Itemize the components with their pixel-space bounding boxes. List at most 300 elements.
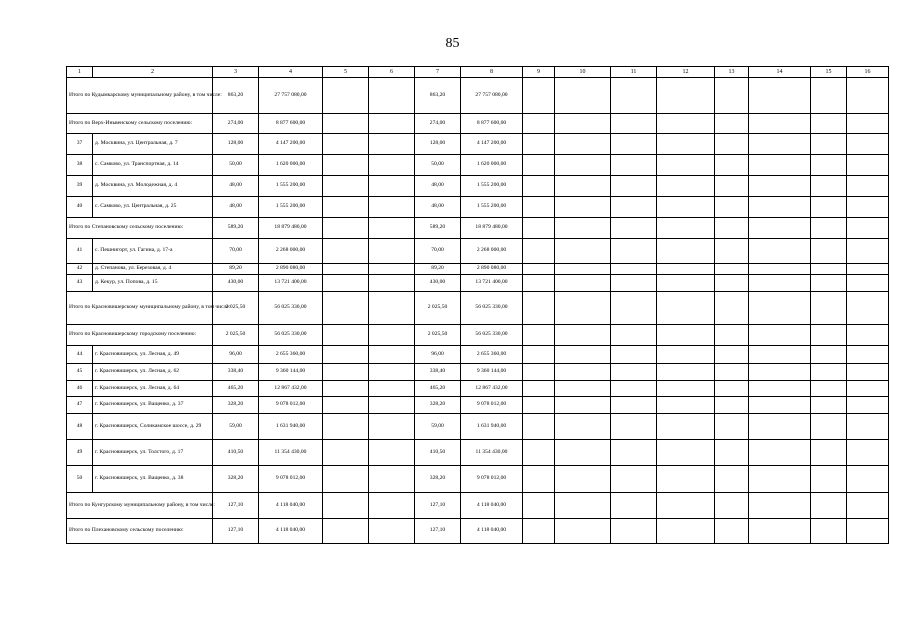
cell-col10 xyxy=(555,114,611,134)
cell-col3: 127,10 xyxy=(213,493,259,519)
column-header-16: 16 xyxy=(847,67,889,78)
cell-col5 xyxy=(323,493,369,519)
cell-col14 xyxy=(749,239,811,264)
cell-col6 xyxy=(369,134,415,155)
cell-col12 xyxy=(657,78,715,114)
cell-col16 xyxy=(847,239,889,264)
cell-col6 xyxy=(369,346,415,364)
cell-col9 xyxy=(523,414,555,440)
cell-col7: 2 025,50 xyxy=(415,292,461,325)
cell-col8: 2 655 360,00 xyxy=(461,346,523,364)
cell-col7: 274,00 xyxy=(415,114,461,134)
cell-col16 xyxy=(847,197,889,218)
cell-col5 xyxy=(323,134,369,155)
cell-col3: 2 025,50 xyxy=(213,325,259,346)
cell-col8: 9 078 012,00 xyxy=(461,397,523,414)
cell-col9 xyxy=(523,346,555,364)
cell-col7: 328,20 xyxy=(415,466,461,493)
cell-col13 xyxy=(715,155,749,176)
cell-col4: 56 025 330,00 xyxy=(259,292,323,325)
row-address: с. Самково, ул. Транспортная, д. 14 xyxy=(93,155,213,176)
cell-col11 xyxy=(611,325,657,346)
cell-col9 xyxy=(523,292,555,325)
cell-col3: 328,20 xyxy=(213,466,259,493)
cell-col5 xyxy=(323,78,369,114)
column-header-9: 9 xyxy=(523,67,555,78)
cell-col8: 1 620 000,00 xyxy=(461,155,523,176)
cell-col9 xyxy=(523,134,555,155)
cell-col7: 2 025,50 xyxy=(415,325,461,346)
cell-col8: 56 025 330,00 xyxy=(461,325,523,346)
cell-col5 xyxy=(323,346,369,364)
cell-col14 xyxy=(749,134,811,155)
cell-col8: 8 877 600,00 xyxy=(461,114,523,134)
cell-col15 xyxy=(811,325,847,346)
cell-col13 xyxy=(715,493,749,519)
cell-col8: 1 555 200,00 xyxy=(461,197,523,218)
row-address: д. Степанова, ул. Березовая, д. 4 xyxy=(93,264,213,275)
cell-col11 xyxy=(611,264,657,275)
cell-col8: 2 268 000,00 xyxy=(461,239,523,264)
cell-col9 xyxy=(523,114,555,134)
row-number: 48 xyxy=(67,414,93,440)
cell-col3: 274,00 xyxy=(213,114,259,134)
cell-col8: 4 118 040,00 xyxy=(461,493,523,519)
cell-col4: 13 721 400,00 xyxy=(259,275,323,292)
cell-col12 xyxy=(657,414,715,440)
cell-col3: 48,00 xyxy=(213,197,259,218)
cell-col6 xyxy=(369,493,415,519)
summary-row xyxy=(67,78,889,114)
column-header-15: 15 xyxy=(811,67,847,78)
cell-col6 xyxy=(369,114,415,134)
cell-col16 xyxy=(847,346,889,364)
cell-col14 xyxy=(749,114,811,134)
table-row xyxy=(67,364,889,381)
cell-col11 xyxy=(611,364,657,381)
row-number: 40 xyxy=(67,197,93,218)
cell-col14 xyxy=(749,346,811,364)
row-address: д. Москвина, ул. Молодежная, д. 4 xyxy=(93,176,213,197)
table-row xyxy=(67,440,889,466)
cell-col7: 70,00 xyxy=(415,239,461,264)
cell-col6 xyxy=(369,440,415,466)
cell-col14 xyxy=(749,493,811,519)
cell-col13 xyxy=(715,346,749,364)
summary-row xyxy=(67,519,889,544)
cell-col11 xyxy=(611,78,657,114)
cell-col16 xyxy=(847,493,889,519)
cell-col12 xyxy=(657,440,715,466)
data-table xyxy=(66,66,889,544)
cell-col16 xyxy=(847,176,889,197)
cell-col11 xyxy=(611,519,657,544)
table-row xyxy=(67,414,889,440)
row-label: Итого по Кудымкарскому муниципальному району, в том числе: xyxy=(67,78,213,114)
cell-col10 xyxy=(555,519,611,544)
cell-col15 xyxy=(811,346,847,364)
cell-col15 xyxy=(811,292,847,325)
row-label: Итого по Красновишерскому муниципальному району, в том числе: xyxy=(67,292,213,325)
row-number: 49 xyxy=(67,440,93,466)
cell-col13 xyxy=(715,78,749,114)
cell-col11 xyxy=(611,134,657,155)
cell-col5 xyxy=(323,397,369,414)
cell-col14 xyxy=(749,197,811,218)
cell-col8: 27 757 080,00 xyxy=(461,78,523,114)
cell-col11 xyxy=(611,275,657,292)
cell-col9 xyxy=(523,78,555,114)
cell-col10 xyxy=(555,134,611,155)
table-row xyxy=(67,197,889,218)
row-address: г. Красновишерск, ул. Лесная, д. 49 xyxy=(93,346,213,364)
table-row xyxy=(67,264,889,275)
cell-col4: 4 118 040,00 xyxy=(259,493,323,519)
cell-col14 xyxy=(749,466,811,493)
cell-col12 xyxy=(657,197,715,218)
column-header-7: 7 xyxy=(415,67,461,78)
cell-col5 xyxy=(323,155,369,176)
cell-col7: 128,00 xyxy=(415,134,461,155)
cell-col13 xyxy=(715,218,749,239)
summary-row xyxy=(67,493,889,519)
table-row xyxy=(67,155,889,176)
row-address: г. Красновишерск, Соликамское шоссе, д. 29 xyxy=(93,414,213,440)
cell-col10 xyxy=(555,325,611,346)
cell-col11 xyxy=(611,346,657,364)
cell-col7: 410,50 xyxy=(415,440,461,466)
cell-col10 xyxy=(555,197,611,218)
cell-col11 xyxy=(611,381,657,397)
cell-col8: 18 879 480,00 xyxy=(461,218,523,239)
cell-col11 xyxy=(611,397,657,414)
column-header-5: 5 xyxy=(323,67,369,78)
column-header-1: 1 xyxy=(67,67,93,78)
row-number: 45 xyxy=(67,364,93,381)
cell-col4: 8 877 600,00 xyxy=(259,114,323,134)
cell-col10 xyxy=(555,397,611,414)
cell-col13 xyxy=(715,466,749,493)
cell-col16 xyxy=(847,78,889,114)
table-row xyxy=(67,381,889,397)
cell-col4: 1 631 940,00 xyxy=(259,414,323,440)
cell-col4: 4 118 040,00 xyxy=(259,519,323,544)
cell-col10 xyxy=(555,440,611,466)
row-address: г. Красновишерск, ул. Ващенко, д. 37 xyxy=(93,397,213,414)
cell-col7: 48,00 xyxy=(415,176,461,197)
cell-col9 xyxy=(523,440,555,466)
cell-col12 xyxy=(657,264,715,275)
cell-col5 xyxy=(323,292,369,325)
cell-col3: 338,40 xyxy=(213,364,259,381)
cell-col16 xyxy=(847,155,889,176)
cell-col7: 430,00 xyxy=(415,275,461,292)
cell-col8: 2 890 080,00 xyxy=(461,264,523,275)
cell-col5 xyxy=(323,275,369,292)
row-number: 38 xyxy=(67,155,93,176)
cell-col4: 18 879 480,00 xyxy=(259,218,323,239)
cell-col6 xyxy=(369,78,415,114)
cell-col12 xyxy=(657,155,715,176)
cell-col10 xyxy=(555,414,611,440)
summary-row xyxy=(67,218,889,239)
cell-col6 xyxy=(369,292,415,325)
cell-col5 xyxy=(323,239,369,264)
cell-col3: 128,00 xyxy=(213,134,259,155)
row-label: Итого по Кунгурскому муниципальному району, в том числе: xyxy=(67,493,213,519)
cell-col5 xyxy=(323,197,369,218)
cell-col5 xyxy=(323,440,369,466)
cell-col16 xyxy=(847,414,889,440)
cell-col6 xyxy=(369,325,415,346)
cell-col5 xyxy=(323,218,369,239)
cell-col11 xyxy=(611,440,657,466)
cell-col5 xyxy=(323,414,369,440)
cell-col6 xyxy=(369,155,415,176)
cell-col3: 89,20 xyxy=(213,264,259,275)
cell-col4: 2 655 360,00 xyxy=(259,346,323,364)
cell-col3: 863,20 xyxy=(213,78,259,114)
cell-col8: 56 025 330,00 xyxy=(461,292,523,325)
cell-col12 xyxy=(657,176,715,197)
cell-col5 xyxy=(323,364,369,381)
cell-col14 xyxy=(749,218,811,239)
cell-col13 xyxy=(715,414,749,440)
cell-col14 xyxy=(749,176,811,197)
column-header-10: 10 xyxy=(555,67,611,78)
cell-col15 xyxy=(811,114,847,134)
cell-col13 xyxy=(715,114,749,134)
cell-col11 xyxy=(611,493,657,519)
cell-col6 xyxy=(369,197,415,218)
cell-col3: 59,00 xyxy=(213,414,259,440)
cell-col14 xyxy=(749,519,811,544)
cell-col15 xyxy=(811,440,847,466)
row-address: д. Кекур, ул. Попова, д. 15 xyxy=(93,275,213,292)
cell-col5 xyxy=(323,325,369,346)
cell-col3: 96,00 xyxy=(213,346,259,364)
cell-col14 xyxy=(749,155,811,176)
row-number: 50 xyxy=(67,466,93,493)
cell-col6 xyxy=(369,275,415,292)
cell-col4: 12 867 432,00 xyxy=(259,381,323,397)
row-address: г. Красновишерск, ул. Лесная, д. 64 xyxy=(93,381,213,397)
cell-col6 xyxy=(369,264,415,275)
cell-col8: 4 118 040,00 xyxy=(461,519,523,544)
cell-col6 xyxy=(369,397,415,414)
cell-col12 xyxy=(657,346,715,364)
cell-col12 xyxy=(657,466,715,493)
column-header-8: 8 xyxy=(461,67,523,78)
cell-col11 xyxy=(611,414,657,440)
table-row xyxy=(67,346,889,364)
cell-col15 xyxy=(811,264,847,275)
cell-col15 xyxy=(811,176,847,197)
page-number: 85 xyxy=(445,36,460,51)
table-row xyxy=(67,176,889,197)
cell-col3: 410,50 xyxy=(213,440,259,466)
row-number: 41 xyxy=(67,239,93,264)
cell-col16 xyxy=(847,218,889,239)
cell-col4: 1 555 200,00 xyxy=(259,176,323,197)
cell-col12 xyxy=(657,381,715,397)
row-number: 42 xyxy=(67,264,93,275)
cell-col16 xyxy=(847,325,889,346)
cell-col10 xyxy=(555,239,611,264)
column-header-13: 13 xyxy=(715,67,749,78)
summary-row xyxy=(67,114,889,134)
cell-col5 xyxy=(323,381,369,397)
cell-col12 xyxy=(657,218,715,239)
table-row xyxy=(67,397,889,414)
row-address: с. Самково, ул. Центральная, д. 25 xyxy=(93,197,213,218)
cell-col4: 27 757 080,00 xyxy=(259,78,323,114)
cell-col4: 9 078 012,00 xyxy=(259,466,323,493)
cell-col10 xyxy=(555,155,611,176)
cell-col10 xyxy=(555,264,611,275)
cell-col16 xyxy=(847,440,889,466)
cell-col15 xyxy=(811,364,847,381)
cell-col6 xyxy=(369,364,415,381)
cell-col12 xyxy=(657,397,715,414)
cell-col11 xyxy=(611,197,657,218)
cell-col3: 2 025,50 xyxy=(213,292,259,325)
cell-col9 xyxy=(523,239,555,264)
cell-col3: 328,20 xyxy=(213,397,259,414)
cell-col4: 9 078 012,00 xyxy=(259,397,323,414)
cell-col13 xyxy=(715,197,749,218)
cell-col5 xyxy=(323,264,369,275)
row-label: Итого по Красновишерскому городскому поселению: xyxy=(67,325,213,346)
cell-col10 xyxy=(555,466,611,493)
row-address: г. Красновишерск, ул. Лесная, д. 62 xyxy=(93,364,213,381)
cell-col9 xyxy=(523,155,555,176)
cell-col16 xyxy=(847,292,889,325)
cell-col8: 12 867 432,00 xyxy=(461,381,523,397)
cell-col13 xyxy=(715,239,749,264)
cell-col13 xyxy=(715,364,749,381)
cell-col15 xyxy=(811,197,847,218)
cell-col5 xyxy=(323,466,369,493)
cell-col14 xyxy=(749,440,811,466)
cell-col7: 338,40 xyxy=(415,364,461,381)
cell-col14 xyxy=(749,397,811,414)
cell-col3: 430,00 xyxy=(213,275,259,292)
cell-col16 xyxy=(847,275,889,292)
cell-col9 xyxy=(523,397,555,414)
cell-col12 xyxy=(657,134,715,155)
cell-col9 xyxy=(523,325,555,346)
column-header-12: 12 xyxy=(657,67,715,78)
cell-col14 xyxy=(749,275,811,292)
cell-col14 xyxy=(749,78,811,114)
cell-col10 xyxy=(555,364,611,381)
cell-col9 xyxy=(523,364,555,381)
cell-col10 xyxy=(555,346,611,364)
cell-col13 xyxy=(715,275,749,292)
cell-col12 xyxy=(657,364,715,381)
cell-col4: 11 354 430,00 xyxy=(259,440,323,466)
table-row xyxy=(67,275,889,292)
cell-col6 xyxy=(369,414,415,440)
cell-col14 xyxy=(749,414,811,440)
cell-col14 xyxy=(749,381,811,397)
cell-col15 xyxy=(811,78,847,114)
cell-col3: 589,20 xyxy=(213,218,259,239)
cell-col9 xyxy=(523,519,555,544)
row-number: 37 xyxy=(67,134,93,155)
column-header-3: 3 xyxy=(213,67,259,78)
cell-col12 xyxy=(657,493,715,519)
row-address: д. Москвина, ул. Центральная, д. 7 xyxy=(93,134,213,155)
cell-col7: 589,20 xyxy=(415,218,461,239)
row-number: 46 xyxy=(67,381,93,397)
cell-col7: 50,00 xyxy=(415,155,461,176)
cell-col10 xyxy=(555,292,611,325)
cell-col16 xyxy=(847,134,889,155)
cell-col9 xyxy=(523,218,555,239)
table-row xyxy=(67,239,889,264)
cell-col13 xyxy=(715,397,749,414)
cell-col3: 70,00 xyxy=(213,239,259,264)
cell-col12 xyxy=(657,114,715,134)
cell-col9 xyxy=(523,176,555,197)
cell-col6 xyxy=(369,176,415,197)
cell-col7: 465,20 xyxy=(415,381,461,397)
cell-col7: 96,00 xyxy=(415,346,461,364)
cell-col8: 1 631 940,00 xyxy=(461,414,523,440)
cell-col5 xyxy=(323,519,369,544)
cell-col16 xyxy=(847,397,889,414)
cell-col4: 2 268 000,00 xyxy=(259,239,323,264)
cell-col4: 1 555 200,00 xyxy=(259,197,323,218)
summary-row xyxy=(67,292,889,325)
cell-col4: 4 147 200,00 xyxy=(259,134,323,155)
cell-col3: 48,00 xyxy=(213,176,259,197)
cell-col15 xyxy=(811,381,847,397)
cell-col9 xyxy=(523,493,555,519)
column-header-6: 6 xyxy=(369,67,415,78)
cell-col9 xyxy=(523,197,555,218)
cell-col9 xyxy=(523,381,555,397)
summary-row xyxy=(67,325,889,346)
cell-col3: 127,10 xyxy=(213,519,259,544)
cell-col15 xyxy=(811,134,847,155)
cell-col16 xyxy=(847,364,889,381)
cell-col13 xyxy=(715,176,749,197)
cell-col15 xyxy=(811,155,847,176)
cell-col7: 328,20 xyxy=(415,397,461,414)
cell-col16 xyxy=(847,114,889,134)
column-header-2: 2 xyxy=(93,67,213,78)
cell-col10 xyxy=(555,493,611,519)
cell-col10 xyxy=(555,218,611,239)
cell-col8: 4 147 200,00 xyxy=(461,134,523,155)
cell-col11 xyxy=(611,155,657,176)
cell-col3: 50,00 xyxy=(213,155,259,176)
cell-col6 xyxy=(369,218,415,239)
cell-col7: 48,00 xyxy=(415,197,461,218)
cell-col4: 1 620 000,00 xyxy=(259,155,323,176)
cell-col8: 9 360 144,00 xyxy=(461,364,523,381)
cell-col13 xyxy=(715,134,749,155)
cell-col10 xyxy=(555,176,611,197)
column-header-4: 4 xyxy=(259,67,323,78)
cell-col15 xyxy=(811,519,847,544)
cell-col11 xyxy=(611,114,657,134)
cell-col8: 1 555 200,00 xyxy=(461,176,523,197)
cell-col7: 89,20 xyxy=(415,264,461,275)
